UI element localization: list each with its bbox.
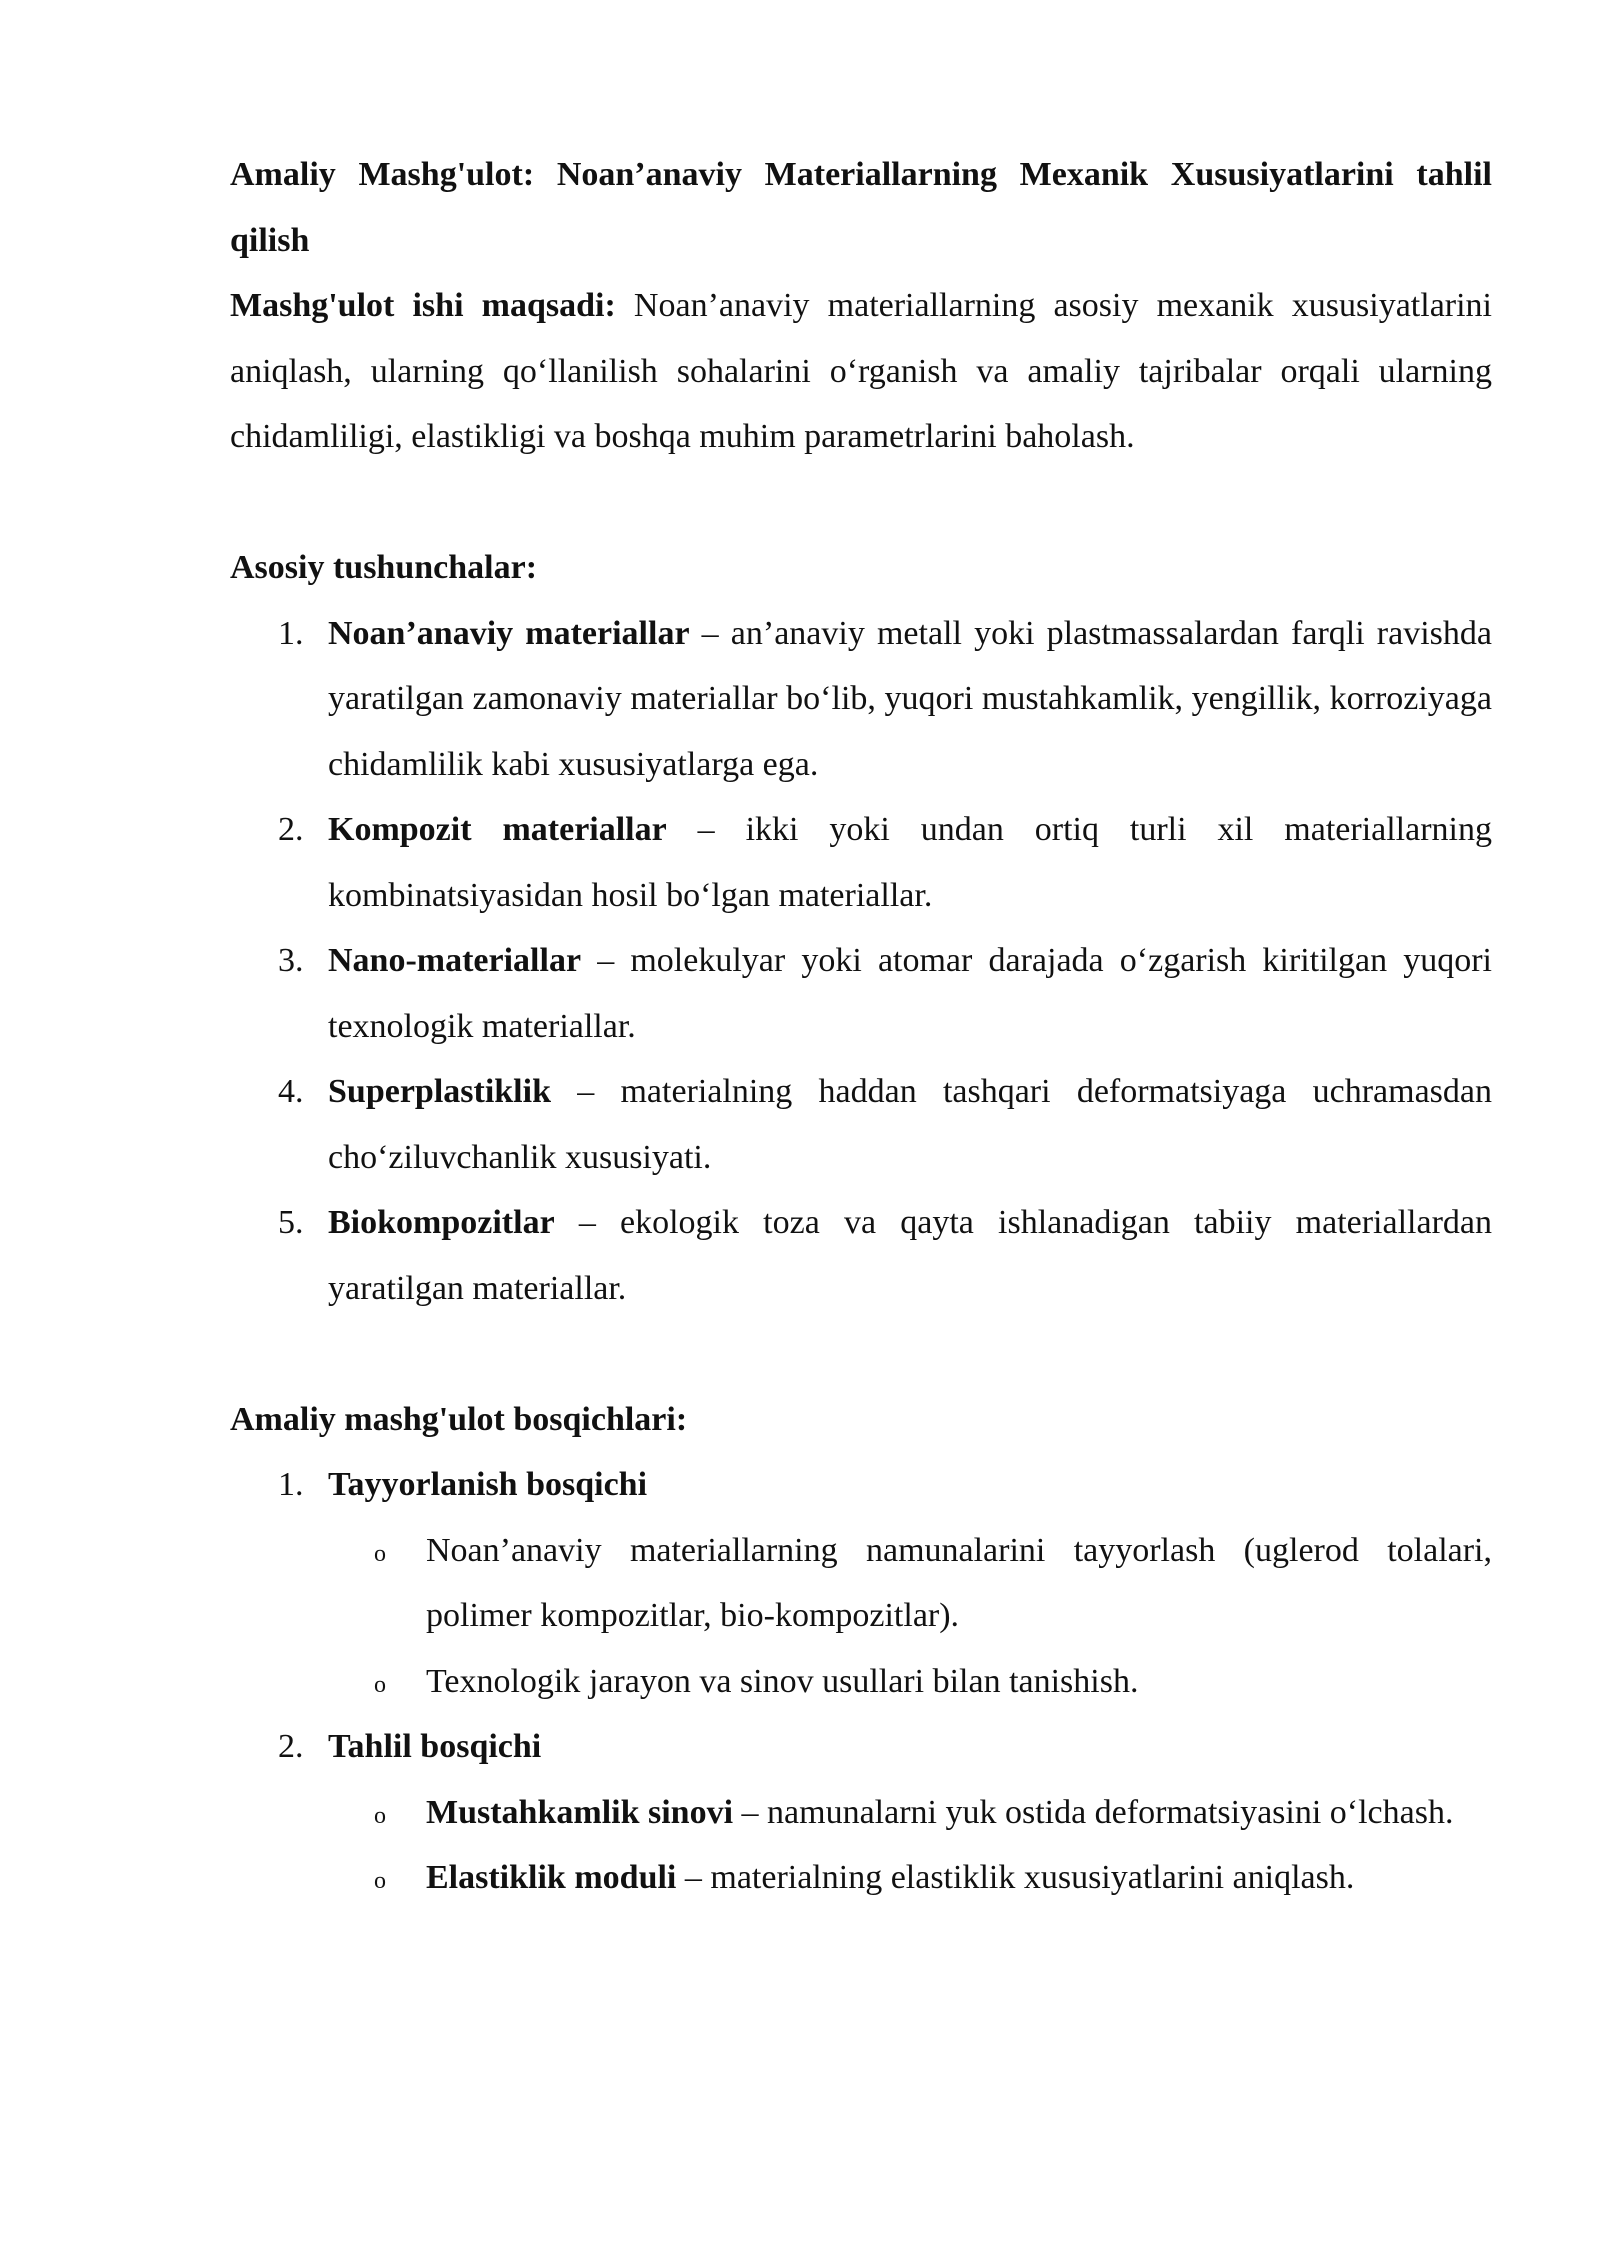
stage-item <box>230 1452 1492 1518</box>
list-number: 1. <box>278 1466 304 1503</box>
bullet-marker: o <box>374 1671 386 1698</box>
stages-list <box>230 1452 1492 1518</box>
list-number: 5. <box>278 1204 304 1241</box>
concept-text: – ikki yoki undan ortiq turli xil materiallarning kombinatsiyasidan hosil bo‘lgan materiallar. <box>328 811 1492 914</box>
list-number: 4. <box>278 1073 304 1110</box>
concept-item <box>230 1059 1492 1190</box>
list-number: 3. <box>278 942 304 979</box>
stage-sub-item <box>328 1649 1492 1715</box>
concepts-heading: Asosiy tushunchalar: <box>230 549 538 586</box>
purpose-paragraph <box>230 273 1492 470</box>
bullet-marker: o <box>374 1540 386 1567</box>
concept-text: – molekulyar yoki atomar darajada o‘zgarish kiritilgan yuqori texnologik materiallar. <box>328 942 1492 1045</box>
concept-text: – materialning haddan tashqari deformatsiyaga uchramasdan cho‘ziluvchanlik xususiyati. <box>328 1073 1492 1176</box>
concept-term: Biokompozitlar <box>328 1204 555 1241</box>
stage-title: Tahlil bosqichi <box>328 1728 542 1765</box>
list-number: 1. <box>278 614 304 652</box>
stage-item <box>230 1714 1492 1780</box>
list-number: 2. <box>278 1728 304 1765</box>
sub-text: – namunalarni yuk ostida deformatsiyasini o‘lchash. <box>733 1793 1454 1831</box>
blank-line <box>230 470 1492 536</box>
stages-list-cont <box>230 1714 1492 1780</box>
sub-text: Texnologik jarayon va sinov usullari bilan tanishish. <box>426 1662 1139 1700</box>
purpose-label: Mashg'ulot ishi maqsadi: <box>230 287 616 324</box>
sub-term: Elastiklik moduli <box>426 1859 677 1896</box>
concept-text: – an’anaviy metall yoki plastmassalardan farqli ravishda yaratilgan zamonaviy materiallar bo‘lib, yuqori mustahkamlik, yengillik, korroziyaga chidamlilik kabi xususiyatlarga ega. <box>328 614 1492 783</box>
list-number: 2. <box>278 811 304 848</box>
concept-item <box>230 601 1492 798</box>
stage-1-sublist <box>328 1518 1492 1715</box>
bullet-marker: o <box>374 1802 386 1829</box>
stage-sub-item <box>328 1845 1492 1911</box>
concept-item <box>230 1190 1492 1321</box>
stage-sub-item <box>328 1780 1492 1846</box>
concept-term: Kompozit materiallar <box>328 811 667 848</box>
concept-term: Noan’anaviy materiallar <box>328 614 690 652</box>
stage-sub-item <box>328 1518 1492 1649</box>
concept-term: Superplastiklik <box>328 1073 551 1110</box>
document-page <box>230 142 1492 1911</box>
concept-term: Nano-materiallar <box>328 942 582 979</box>
sub-text: Noan’anaviy materiallarning namunalarini tayyorlash (uglerod tolalari, polimer kompozitlar, bio-kompozitlar). <box>426 1531 1492 1634</box>
sub-term: Mustahkamlik sinovi <box>426 1793 734 1831</box>
purpose-text: Noan’anaviy materiallarning asosiy mexanik xususiyatlarini aniqlash, ularning qo‘llanilish sohalarini o‘rganish va amaliy tajribalar orqali ularning chidamliligi, elastikligi va boshqa muhim parametrlarini baholash. <box>230 287 1492 455</box>
blank-line <box>230 1321 1492 1387</box>
stage-title: Tayyorlanish bosqichi <box>328 1466 648 1503</box>
stages-heading: Amaliy mashg'ulot bosqichlari: <box>230 1400 688 1438</box>
stage-2-sublist <box>328 1780 1492 1911</box>
concept-item <box>230 797 1492 928</box>
concepts-list <box>230 601 1492 1322</box>
concept-item <box>230 928 1492 1059</box>
bullet-marker: o <box>374 1868 386 1894</box>
document-title: Amaliy Mashg'ulot: Noan’anaviy Materiallarning Mexanik Xususiyatlarini tahlil qilish <box>230 156 1492 259</box>
sub-text: – materialning elastiklik xususiyatlarini aniqlash. <box>676 1859 1355 1896</box>
concept-text: – ekologik toza va qayta ishlanadigan tabiiy materiallardan yaratilgan materiallar. <box>328 1204 1492 1307</box>
